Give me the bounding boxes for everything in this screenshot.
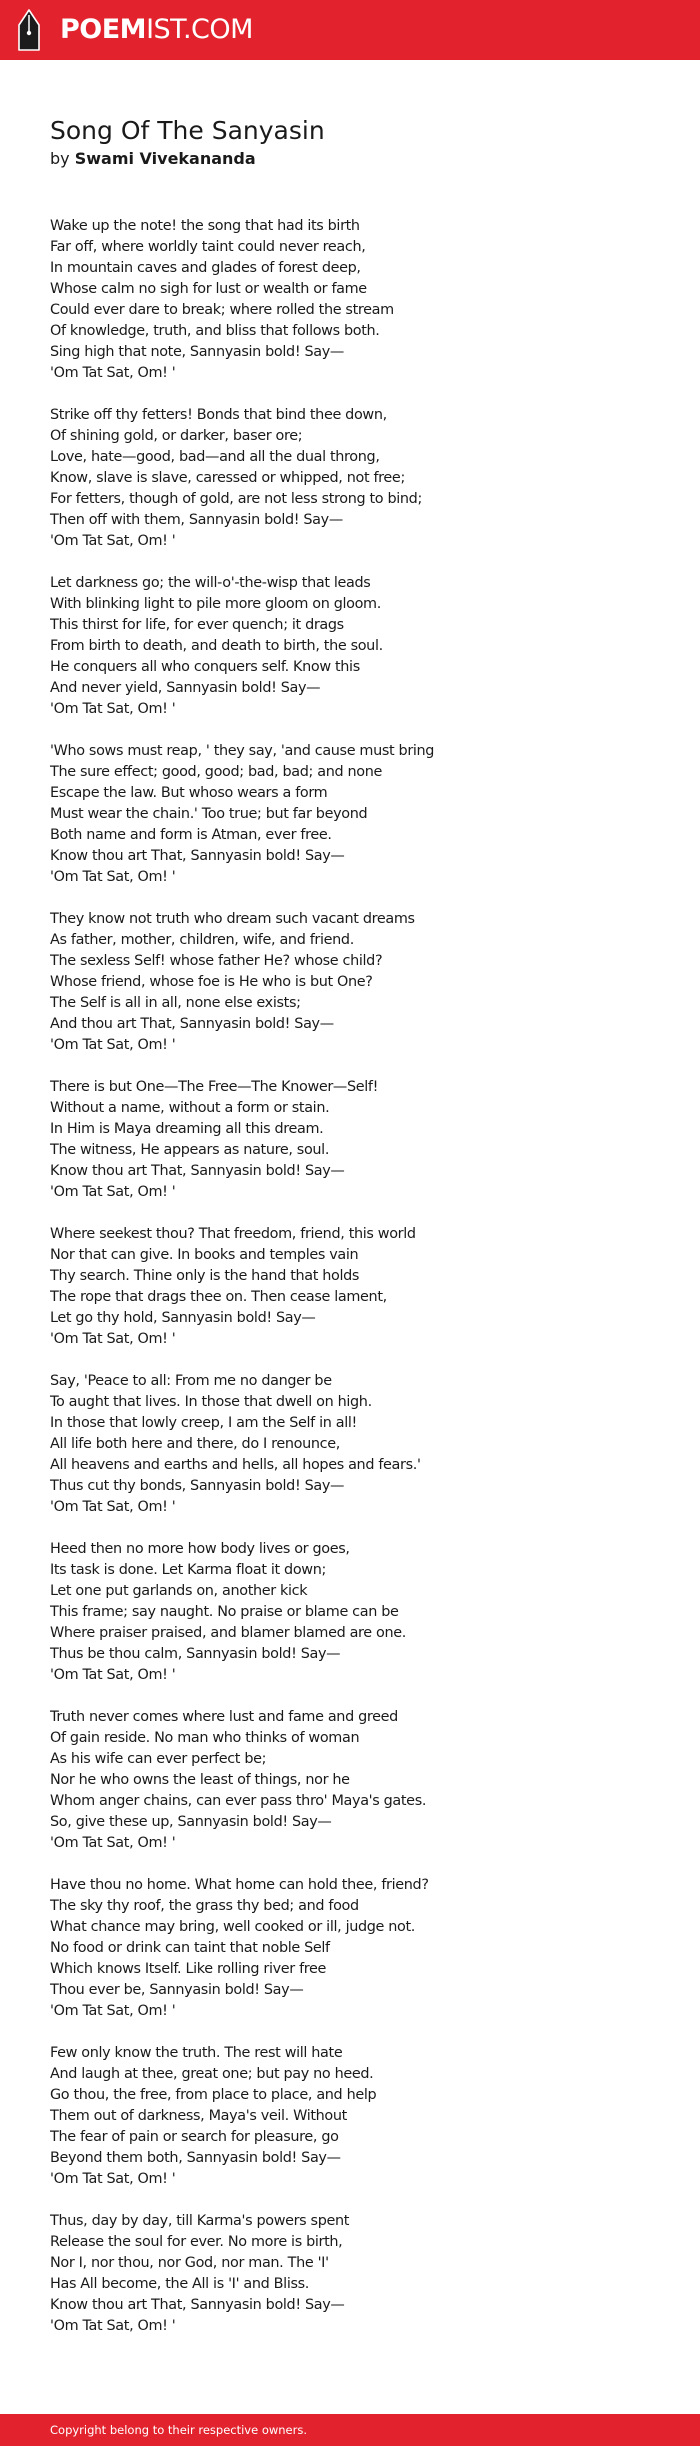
- poem-line: 'Om Tat Sat, Om! ': [50, 1184, 176, 1200]
- poem-line: Love, hate—good, bad—and all the dual throng,: [50, 449, 380, 465]
- poem-line: The fear of pain or search for pleasure, go: [50, 2129, 339, 2145]
- poem-line: The sure effect; good, good; bad, bad; and none: [50, 764, 382, 780]
- poem-line: Has All become, the All is 'I' and Bliss.: [50, 2276, 309, 2292]
- poem-line: All life both here and there, do I renounce,: [50, 1436, 340, 1452]
- poem-line: Know thou art That, Sannyasin bold! Say—: [50, 848, 345, 864]
- poem-line: Nor that can give. In books and temples vain: [50, 1247, 359, 1263]
- poem-line: Its task is done. Let Karma float it down;: [50, 1562, 326, 1578]
- stanza: [50, 1371, 670, 1518]
- poem-title: Song Of The Sanyasin: [50, 116, 325, 145]
- poem-line: Nor I, nor thou, nor God, nor man. The 'I': [50, 2255, 329, 2271]
- poem-line: 'Om Tat Sat, Om! ': [50, 2318, 176, 2334]
- poem-line: Which knows Itself. Like rolling river free: [50, 1961, 327, 1977]
- stanza: [50, 741, 670, 888]
- poem-line: Know, slave is slave, caressed or whipped, not free;: [50, 470, 405, 486]
- poem-line: Truth never comes where lust and fame and greed: [50, 1709, 398, 1725]
- poem-line: Have thou no home. What home can hold thee, friend?: [50, 1877, 429, 1893]
- stanza: [50, 1539, 670, 1686]
- poem-line: In mountain caves and glades of forest deep,: [50, 260, 361, 276]
- poem-line: The sky thy roof, the grass thy bed; and food: [50, 1898, 359, 1914]
- stanza: [50, 1875, 670, 2022]
- poem-line: With blinking light to pile more gloom on gloom.: [50, 596, 381, 612]
- poem-line: Thou ever be, Sannyasin bold! Say—: [50, 1982, 304, 1998]
- stanza: [50, 909, 670, 1056]
- poem-line: 'Om Tat Sat, Om! ': [50, 1037, 176, 1053]
- poem-line: Of shining gold, or darker, baser ore;: [50, 428, 303, 444]
- poem-line: There is but One—The Free—The Knower—Self!: [50, 1079, 379, 1095]
- poem-line: Go thou, the free, from place to place, and help: [50, 2087, 377, 2103]
- poem-line: Heed then no more how body lives or goes,: [50, 1541, 350, 1557]
- stanza: [50, 573, 670, 720]
- poem-line: Both name and form is Atman, ever free.: [50, 827, 332, 843]
- logo-light-text: IST.COM: [146, 14, 253, 45]
- poem-line: Them out of darkness, Maya's veil. Without: [50, 2108, 347, 2124]
- poem-line: This frame; say naught. No praise or blame can be: [50, 1604, 399, 1620]
- site-header: [0, 0, 700, 60]
- pen-nib-icon[interactable]: [17, 9, 41, 51]
- poem-line: What chance may bring, well cooked or ill, judge not.: [50, 1919, 416, 1935]
- poem-line: They know not truth who dream such vacant dreams: [50, 911, 415, 927]
- poem-line: 'Om Tat Sat, Om! ': [50, 365, 176, 381]
- poem-body: [50, 216, 670, 2358]
- poem-line: 'Om Tat Sat, Om! ': [50, 701, 176, 717]
- poem-line: Where seekest thou? That freedom, friend, this world: [50, 1226, 416, 1242]
- poem-line: To aught that lives. In those that dwell on high.: [50, 1394, 372, 1410]
- stanza: [50, 1707, 670, 1854]
- byline: [50, 148, 256, 170]
- poem-line: 'Om Tat Sat, Om! ': [50, 2003, 176, 2019]
- stanza: [50, 1224, 670, 1350]
- poem-line: As his wife can ever perfect be;: [50, 1751, 267, 1767]
- poem-line: Of gain reside. No man who thinks of woman: [50, 1730, 360, 1746]
- poem-line: And never yield, Sannyasin bold! Say—: [50, 680, 321, 696]
- poem-line: And laugh at thee, great one; but pay no heed.: [50, 2066, 374, 2082]
- poem-line: Strike off thy fetters! Bonds that bind thee down,: [50, 407, 387, 423]
- poem-line: Whose calm no sigh for lust or wealth or fame: [50, 281, 367, 297]
- poem-line: Whom anger chains, can ever pass thro' Maya's gates.: [50, 1793, 427, 1809]
- stanza: [50, 216, 670, 384]
- poem-line: From birth to death, and death to birth, the soul.: [50, 638, 383, 654]
- byline-prefix: by: [50, 149, 70, 168]
- poem-line: 'Om Tat Sat, Om! ': [50, 533, 176, 549]
- site-footer: [0, 2414, 700, 2446]
- poem-line: The rope that drags thee on. Then cease lament,: [50, 1289, 387, 1305]
- poem-line: Where praiser praised, and blamer blamed are one.: [50, 1625, 406, 1641]
- poem-line: 'Om Tat Sat, Om! ': [50, 1331, 176, 1347]
- poem-line: All heavens and earths and hells, all hopes and fears.': [50, 1457, 421, 1473]
- poem-line: Thy search. Thine only is the hand that holds: [50, 1268, 360, 1284]
- poem-line: Say, 'Peace to all: From me no danger be: [50, 1373, 332, 1389]
- poem-line: Far off, where worldly taint could never reach,: [50, 239, 366, 255]
- copyright-text: Copyright belong to their respective owners.: [50, 2423, 308, 2437]
- poem-line: Of knowledge, truth, and bliss that follows both.: [50, 323, 380, 339]
- logo-bold-text: POEM: [60, 14, 147, 45]
- poem-line: So, give these up, Sannyasin bold! Say—: [50, 1814, 332, 1830]
- poem-line: 'Who sows must reap, ' they say, 'and cause must bring: [50, 743, 435, 759]
- poem-line: The witness, He appears as nature, soul.: [50, 1142, 330, 1158]
- site-logo[interactable]: [60, 13, 253, 47]
- poem-line: As father, mother, children, wife, and friend.: [50, 932, 354, 948]
- poem-line: No food or drink can taint that noble Self: [50, 1940, 330, 1956]
- stanza: [50, 1077, 670, 1203]
- poem-line: 'Om Tat Sat, Om! ': [50, 2171, 176, 2187]
- poem-line: Release the soul for ever. No more is birth,: [50, 2234, 343, 2250]
- poem-line: Sing high that note, Sannyasin bold! Say—: [50, 344, 344, 360]
- poem-line: Thus be thou calm, Sannyasin bold! Say—: [50, 1646, 341, 1662]
- stanza: [50, 2211, 670, 2337]
- author-name[interactable]: Swami Vivekananda: [74, 149, 256, 168]
- poem-line: The Self is all in all, none else exists;: [50, 995, 301, 1011]
- poem-line: Whose friend, whose foe is He who is but One?: [50, 974, 373, 990]
- poem-line: 'Om Tat Sat, Om! ': [50, 1499, 176, 1515]
- poem-line: Let darkness go; the will-o'-the-wisp that leads: [50, 575, 371, 591]
- poem-line: Escape the law. But whoso wears a form: [50, 785, 328, 801]
- poem-line: Nor he who owns the least of things, nor he: [50, 1772, 350, 1788]
- poem-line: Few only know the truth. The rest will hate: [50, 2045, 343, 2061]
- poem-line: Wake up the note! the song that had its birth: [50, 218, 360, 234]
- stanza: [50, 2043, 670, 2190]
- poem-line: Know thou art That, Sannyasin bold! Say—: [50, 1163, 345, 1179]
- poem-line: This thirst for life, for ever quench; it drags: [50, 617, 344, 633]
- poem-line: 'Om Tat Sat, Om! ': [50, 869, 176, 885]
- poem-line: Let one put garlands on, another kick: [50, 1583, 308, 1599]
- stanza: [50, 405, 670, 552]
- poem-line: The sexless Self! whose father He? whose child?: [50, 953, 383, 969]
- poem-line: In those that lowly creep, I am the Self in all!: [50, 1415, 357, 1431]
- poem-line: Know thou art That, Sannyasin bold! Say—: [50, 2297, 345, 2313]
- poem-line: Beyond them both, Sannyasin bold! Say—: [50, 2150, 341, 2166]
- poem-line: And thou art That, Sannyasin bold! Say—: [50, 1016, 334, 1032]
- poem-line: Could ever dare to break; where rolled the stream: [50, 302, 394, 318]
- poem-line: Thus cut thy bonds, Sannyasin bold! Say—: [50, 1478, 345, 1494]
- poem-line: Without a name, without a form or stain.: [50, 1100, 330, 1116]
- poem-line: For fetters, though of gold, are not less strong to bind;: [50, 491, 422, 507]
- poem-line: 'Om Tat Sat, Om! ': [50, 1667, 176, 1683]
- poem-line: Then off with them, Sannyasin bold! Say—: [50, 512, 343, 528]
- poem-line: In Him is Maya dreaming all this dream.: [50, 1121, 324, 1137]
- poem-line: Thus, day by day, till Karma's powers spent: [50, 2213, 350, 2229]
- poem-line: He conquers all who conquers self. Know this: [50, 659, 360, 675]
- poem-line: Let go thy hold, Sannyasin bold! Say—: [50, 1310, 316, 1326]
- poem-line: Must wear the chain.' Too true; but far beyond: [50, 806, 368, 822]
- poem-line: 'Om Tat Sat, Om! ': [50, 1835, 176, 1851]
